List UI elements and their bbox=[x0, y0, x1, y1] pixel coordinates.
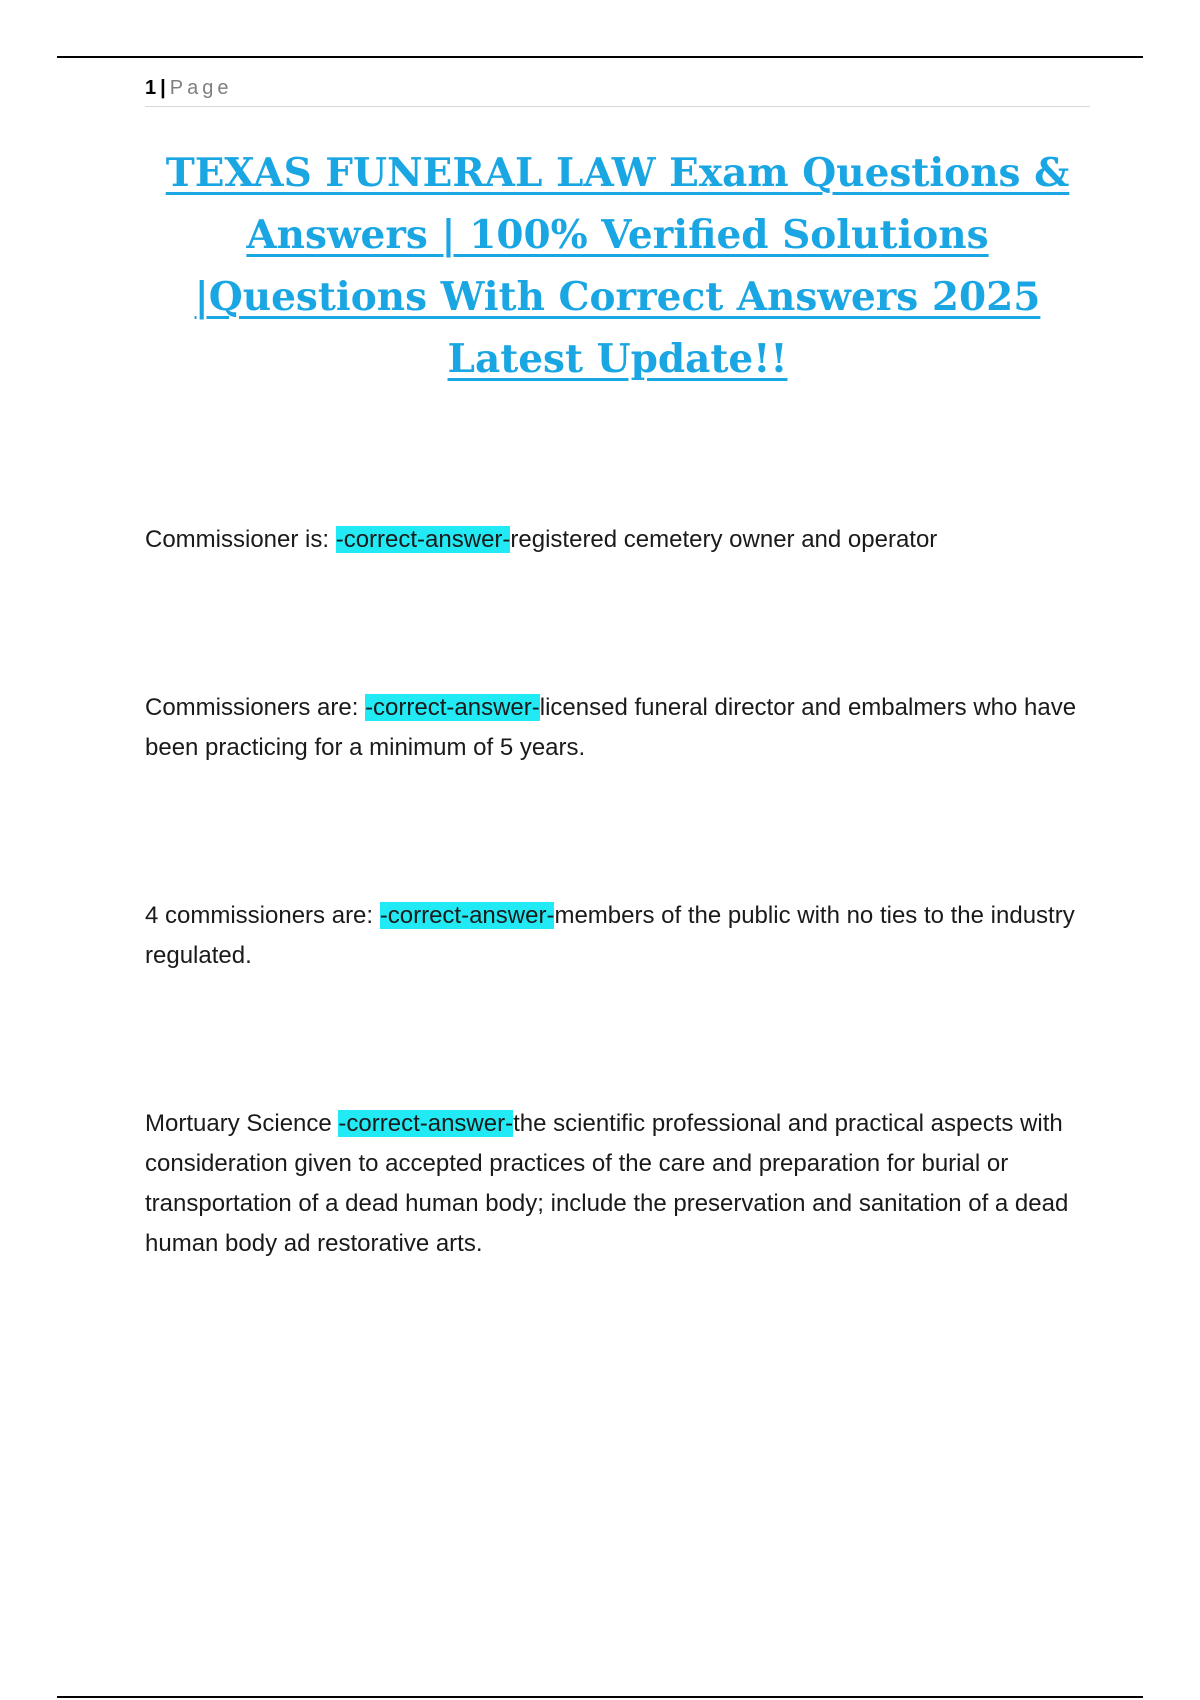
correct-answer-marker: -correct-answer- bbox=[338, 1110, 514, 1137]
correct-answer-marker: -correct-answer- bbox=[379, 902, 555, 929]
answer-text: members of the public with no ties to the industry regulated. bbox=[145, 902, 1075, 969]
answer-text: registered cemetery owner and operator bbox=[510, 526, 938, 553]
document-title: TEXAS FUNERAL LAW Exam Questions & Answers | 100% Verified Solutions |Questions With Correct Answers 2025 Latest Update!! bbox=[165, 150, 1070, 382]
page-label: Page bbox=[169, 77, 233, 99]
correct-answer-marker: -correct-answer- bbox=[365, 694, 540, 721]
qa-item bbox=[145, 1104, 1090, 1264]
page-number: 1 bbox=[145, 77, 157, 99]
qa-item bbox=[145, 896, 1090, 976]
question-text: Commissioners are: bbox=[145, 694, 366, 721]
answer-text: the scientific professional and practical aspects with consideration given to accepted practices of the care and preparation for burial or transportation of a dead human body; include the preservation and sanitation of a dead human body ad restorative arts. bbox=[145, 1110, 1069, 1257]
answer-text: licensed funeral director and embalmers who have been practicing for a minimum of 5 years. bbox=[145, 694, 1077, 761]
correct-answer-marker: -correct-answer- bbox=[335, 526, 511, 553]
page-header bbox=[145, 74, 1090, 107]
question-text: Commissioner is: bbox=[145, 526, 336, 553]
question-text: Mortuary Science bbox=[145, 1110, 339, 1137]
qa-item bbox=[145, 520, 1090, 560]
top-rule bbox=[57, 56, 1143, 58]
question-text: 4 commissioners are: bbox=[145, 902, 380, 929]
page-separator: | bbox=[160, 77, 166, 99]
bottom-rule bbox=[57, 1696, 1143, 1698]
qa-item bbox=[145, 688, 1090, 768]
